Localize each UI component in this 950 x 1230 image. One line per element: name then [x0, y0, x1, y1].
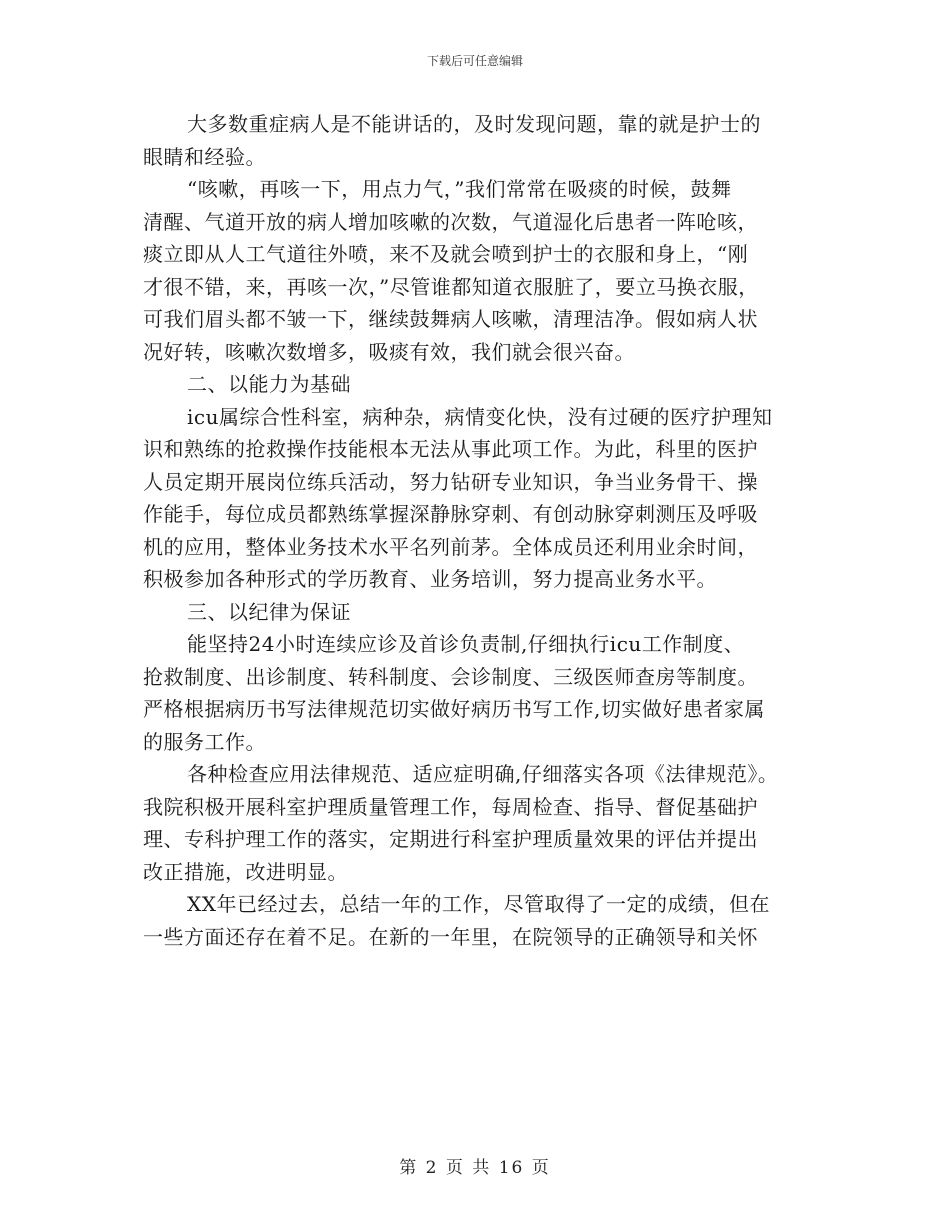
text-line: 况好转，咳嗽次数增多，吸痰有效，我们就会很兴奋。	[143, 339, 635, 364]
text-line: 抢救制度、出诊制度、转科制度、会诊制度、三级医师查房等制度。	[143, 664, 758, 689]
text-line: 严格根据病历书写法律规范切实做好病历书写工作,切实做好患者家属	[143, 697, 765, 721]
text-line: 大多数重症病人是不能讲话的，及时发现问题，靠的就是护士的	[187, 112, 761, 136]
text-line: 一些方面还存在着不足。在新的一年里，在院领导的正确领导和关怀	[143, 924, 758, 949]
text-line: 痰立即从人工气道往外喷，来不及就会喷到护士的衣服和身上，“刚	[143, 242, 749, 266]
text-line: 我院积极开展科室护理质量管理工作，每周检查、指导、督促基础护	[143, 794, 758, 819]
text-line: icu属综合性科室，病种杂，病情变化快，没有过硬的医疗护理知	[187, 404, 773, 429]
text-line: 机的应用，整体业务技术水平名列前茅。全体成员还利用业余时间，	[143, 534, 758, 559]
text-line: 二、以能力为基础	[187, 372, 351, 396]
text-line: 人员定期开展岗位练兵活动，努力钻研专业知识，争当业务骨干、操	[143, 469, 758, 494]
text-line: 的服务工作。	[143, 729, 266, 754]
text-line: 理、专科护理工作的落实，定期进行科室护理质量效果的评估并提出	[143, 827, 758, 851]
text-line: “咳嗽，再咳一下，用点力气，”我们常常在吸痰的时候，鼓舞	[187, 177, 732, 201]
text-line: 作能手，每位成员都熟练掌握深静脉穿刺、有创动脉穿刺测压及呼吸	[143, 502, 758, 526]
text-line: 改正措施，改进明显。	[143, 859, 348, 884]
text-line: 眼睛和经验。	[143, 144, 266, 169]
text-line: 三、以纪律为保证	[187, 599, 351, 624]
page-footer: 第 2 页 共 16 页	[399, 1158, 551, 1178]
text-line: XX年已经过去，总结一年的工作，尽管取得了一定的成绩，但在	[187, 892, 770, 916]
text-line: 才很不错，来，再咳一次，”尽管谁都知道衣服脏了，要立马换衣服，	[143, 274, 759, 299]
page-header: 下载后可任意编辑	[426, 54, 523, 68]
text-line: 积极参加各种形式的学历教育、业务培训，努力提高业务水平。	[143, 567, 717, 591]
text-line: 清醒、气道开放的病人增加咳嗽的次数，气道湿化后患者一阵呛咳，	[143, 209, 758, 234]
text-line: 识和熟练的抢救操作技能根本无法从事此项工作。为此，科里的医护	[143, 437, 758, 461]
text-line: 能坚持24小时连续应诊及首诊负责制,仔细执行icu工作制度、	[187, 632, 745, 656]
text-line: 可我们眉头都不皱一下，继续鼓舞病人咳嗽，清理洁净。假如病人状	[143, 307, 758, 331]
text-line: 各种检查应用法律规范、适应症明确,仔细落实各项《法律规范》。	[187, 762, 779, 786]
document-body	[143, 108, 823, 953]
